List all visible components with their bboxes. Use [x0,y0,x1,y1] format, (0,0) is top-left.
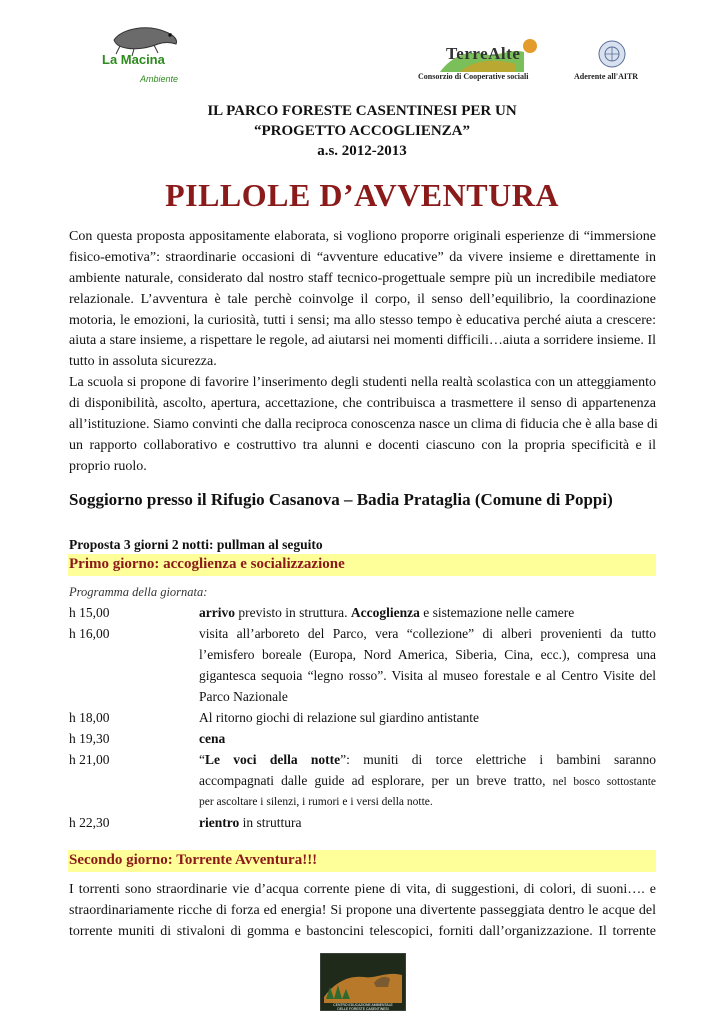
schedule-line [199,603,656,624]
intro-line: ambiente naturale, considerato dal nostro staff tecnico-progettuale sempre più un incredibile mediatore [69,270,656,286]
night-line-b: nel bosco sottostante [552,775,656,788]
terrealte-name: TerreAlte [446,44,521,63]
schedule-desc [199,813,656,834]
schedule-time: h 18,00 [69,710,110,725]
schedule-time: h 19,30 [69,731,110,746]
intro-line: di disponibilità, ascolto, apertura, accettazione, che contribuisca a trasmettere il senso di appartenenza [69,396,656,412]
night-voices-label: Le voci della notte [205,752,341,767]
header-title-line-2: “PROGETTO ACCOGLIENZA” [253,123,470,139]
schedule-time: h 21,00 [69,752,110,767]
night-line-a: accompagnati dalle guide ad esplorare, per un breve tratto, [199,772,553,788]
day1-title: Primo giorno: accoglienza e socializzazione [69,556,345,572]
schedule-line [199,771,656,792]
header-title-line-3: a.s. 2012-2013 [317,143,407,159]
schedule-line [199,750,656,771]
day2-title: Secondo giorno: Torrente Avventura!!! [69,852,318,868]
intro-line: motoria, le emozioni, la curiosità, tutti i sensi; ma allo stesso tempo è educativa perché aiuta a crescere: [69,312,656,328]
schedule-desc [199,750,656,813]
schedule-line [199,813,656,834]
header-title-line-1: IL PARCO FORESTE CASENTINESI PER UN [207,103,517,119]
day2-line: torrente muniti di stivaloni di gomma e bastoncini telescopici, forniti dall’organizzazione. Il torrente [69,923,656,939]
schedule-line: l’emisfero boreale (Europa, Nord America, Siberia, Cina, ecc.), compresa una [199,646,656,662]
intro-line: un rapporto collaborativo e costruttivo tra alunni e docenti ciascuno con la propria specificità e il [69,437,656,453]
terrealte-subtitle: Consorzio di Cooperative sociali [418,72,529,81]
intro-line: relazionale. L’avventura è tale perchè coinvolge il corpo, il senso dell’equilibrio, la coordinazione [69,291,656,307]
aitr-subtitle: Aderente all'AITR [574,72,639,81]
return-text: in struttura [239,815,302,830]
schedule-line: Parco Nazionale [199,688,288,704]
dinner-label: cena [199,731,226,746]
return-label: rientro [199,815,240,830]
welcome-label: Accoglienza [350,605,420,620]
schedule-time: h 15,00 [69,605,110,620]
intro-line: La scuola si propone di favorire l’inserimento degli studenti nella realtà scolastica con un atteggiamento [69,375,656,391]
la-macina-name: La Macina [102,52,165,67]
intro-line: fisico-emotiva”: straordinarie occasioni di “avventure educative” da vivere insieme e direttamente in [69,249,656,265]
intro-line: aiuta a stare insieme, a rispettare le regole, ad aiutarsi nei momenti difficili…aiuta a sorridere insieme. Il [69,333,656,349]
footer-logo-text [333,1003,393,1011]
la-macina-subtitle: Ambiente [140,74,179,84]
schedule-line: Al ritorno giochi di relazione sul giardino antistante [199,710,480,725]
aitr-logo-icon [598,40,626,68]
quote-open: “ [199,752,205,767]
intro-line: all’istituzione. Siamo convinti che dalla reciproca conoscenza nasce un clima di fiducia che è alla base di [69,417,658,433]
page-title: PILLOLE D’AVVENTURA [165,177,559,213]
welcome-text: e sistemazione nelle camere [419,605,575,620]
night-voices-text: ”: muniti di torce elettriche i bambini saranno [340,752,657,767]
day2-line: straordinariamente ricche di forza ed energia! Si propone una divertente passeggiata dentro le acque del [69,902,656,918]
cea-foreste-logo [320,953,406,1011]
schedule-line: visita all’arboreto del Parco, vera “collezione” di alberi provenienti da tutto [199,626,656,641]
arrival-label: arrivo [199,605,235,620]
svg-text:CENTRO EDUCAZIONE AMBIENTALE: CENTRO EDUCAZIONE AMBIENTALE [333,1003,393,1007]
intro-line: Con questa proposta appositamente elaborata, si vogliono proporre originali esperienze di “immersione [69,229,656,244]
stay-title: Soggiorno presso il Rifugio Casanova – Badia Prataglia (Comune di Poppi) [69,490,613,509]
schedule-time: h 16,00 [69,626,110,641]
schedule-time: h 22,30 [69,815,110,830]
intro-line: proprio ruolo. [69,458,147,474]
svg-text:DELLE FORESTE CASENTINESI: DELLE FORESTE CASENTINESI [337,1007,389,1011]
program-label: Programma della giornata: [69,585,208,599]
day2-paragraph [69,880,656,943]
schedule-desc [199,729,656,750]
schedule-desc [199,624,656,708]
schedule-desc [199,708,656,729]
schedule-line: gigantesca sequoia “legno rosso”. Visita al museo forestale e al Centro Visite del [199,667,656,683]
schedule-line: per ascoltare i silenzi, i rumori e i versi della notte. [199,795,433,808]
intro-line: tutto in assoluta sicurezza. [69,354,217,370]
schedule-desc [199,603,656,624]
proposal-line: Proposta 3 giorni 2 notti: pullman al seguito [69,537,323,552]
arrival-text: previsto in struttura. [235,605,351,620]
day2-line: I torrenti sono straordinarie vie d’acqua corrente piene di vita, di suggestioni, di colori, di suoni…. e [69,882,656,897]
intro-paragraph [69,227,656,478]
